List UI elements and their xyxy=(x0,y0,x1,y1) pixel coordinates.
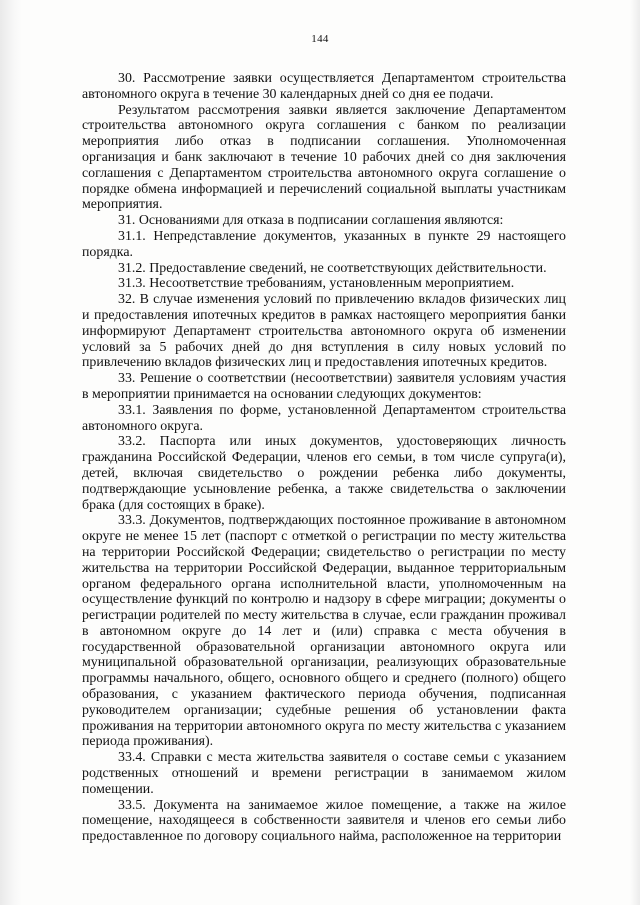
document-body xyxy=(82,71,566,845)
paragraph-33-3: 33.3. Документов, подтверждающих постоянное проживание в автономном округе не менее 15 лет (паспорт с отметкой о регистрации по месту жительства на территории Российской Федерации; свидетельство о регистрации по месту жительства на территории Российской Федерации, выданное территориальным органом федерального органа исполнительной власти, уполномоченным на осуществление функций по контролю и надзору в сфере миграции; документы о регистрации родителей по месту жительства в случае, если гражданин проживал в автономном округе до 14 лет и (или) справка с места обучения в государственной образовательной организации автономного округа или муниципальной образовательной организации, реализующих образовательные программы начального, общего, основного общего и среднего (полного) общего образования, с указанием фактического периода обучения, подписанная руководителем организации; судебные решения об установлении факта проживания на территории автономного округа по месту жительства с указанием периода проживания). xyxy=(82,513,566,750)
paragraph-31-3: 31.3. Несоответствие требованиям, установленным мероприятием. xyxy=(118,276,515,292)
paragraph-30-result: Результатом рассмотрения заявки является заключение Департаментом строительства автономного округа соглашения с банком по реализации мероприятия либо отказ в подписании соглашения. Уполномоченная организация и банк заключают в течение 10 рабочих дней со дня заключения соглашения с Департаментом строительства автономного округа соглашение о порядке обмена информацией и перечислений социальной выплаты участникам мероприятия. xyxy=(82,102,566,213)
paragraph-33-5: 33.5. Документа на занимаемое жилое помещение, а также на жилое помещение, находящееся в собственности заявителя и членов его семьи либо предоставленное по договору социального найма, расположенное на территории xyxy=(82,797,566,845)
paragraph-32: 32. В случае изменения условий по привлечению вкладов физических лиц и предоставления ипотечных кредитов в рамках настоящего мероприятия банки информируют Департамент строительства автономного округа об изменении условий за 5 рабочих дней до дня вступления в силу новых условий по привлечению вкладов физических лиц и предоставления ипотечных кредитов. xyxy=(82,292,566,371)
paragraph-31-1: 31.1. Непредставление документов, указанных в пункте 29 настоящего порядка. xyxy=(82,228,566,260)
paragraph-33: 33. Решение о соответствии (несоответствии) заявителя условиям участия в мероприятии принимается на основании следующих документов: xyxy=(82,371,566,402)
paragraph-30: 30. Рассмотрение заявки осуществляется Департаментом строительства автономного округа в течение 30 календарных дней со дня ее подачи. xyxy=(82,71,566,102)
paragraph-33-1: 33.1. Заявления по форме, установленной Департаментом строительства автономного округа. xyxy=(82,402,566,434)
paragraph-33-4: 33.4. Справки с места жительства заявителя о составе семьи с указанием родственных отношений и времени регистрации в занимаемом жилом помещении. xyxy=(82,750,566,797)
page-number: 144 xyxy=(311,33,329,45)
paragraph-31: 31. Основаниями для отказа в подписании соглашения являются: xyxy=(118,213,504,229)
scan-edge-right xyxy=(630,0,640,905)
paragraph-31-2: 31.2. Предоставление сведений, не соответствующих действительности. xyxy=(118,260,547,276)
paragraph-33-2: 33.2. Паспорта или иных документов, удостоверяющих личность гражданина Российской Федерации, членов его семьи, в том числе супруга(и), детей, включая свидетельство о рождении ребенка либо документы, подтверждающие усыновление ребенка, а также свидетельства о заключении брака (для состоящих в браке). xyxy=(82,434,566,513)
scan-edge-left xyxy=(0,0,22,905)
